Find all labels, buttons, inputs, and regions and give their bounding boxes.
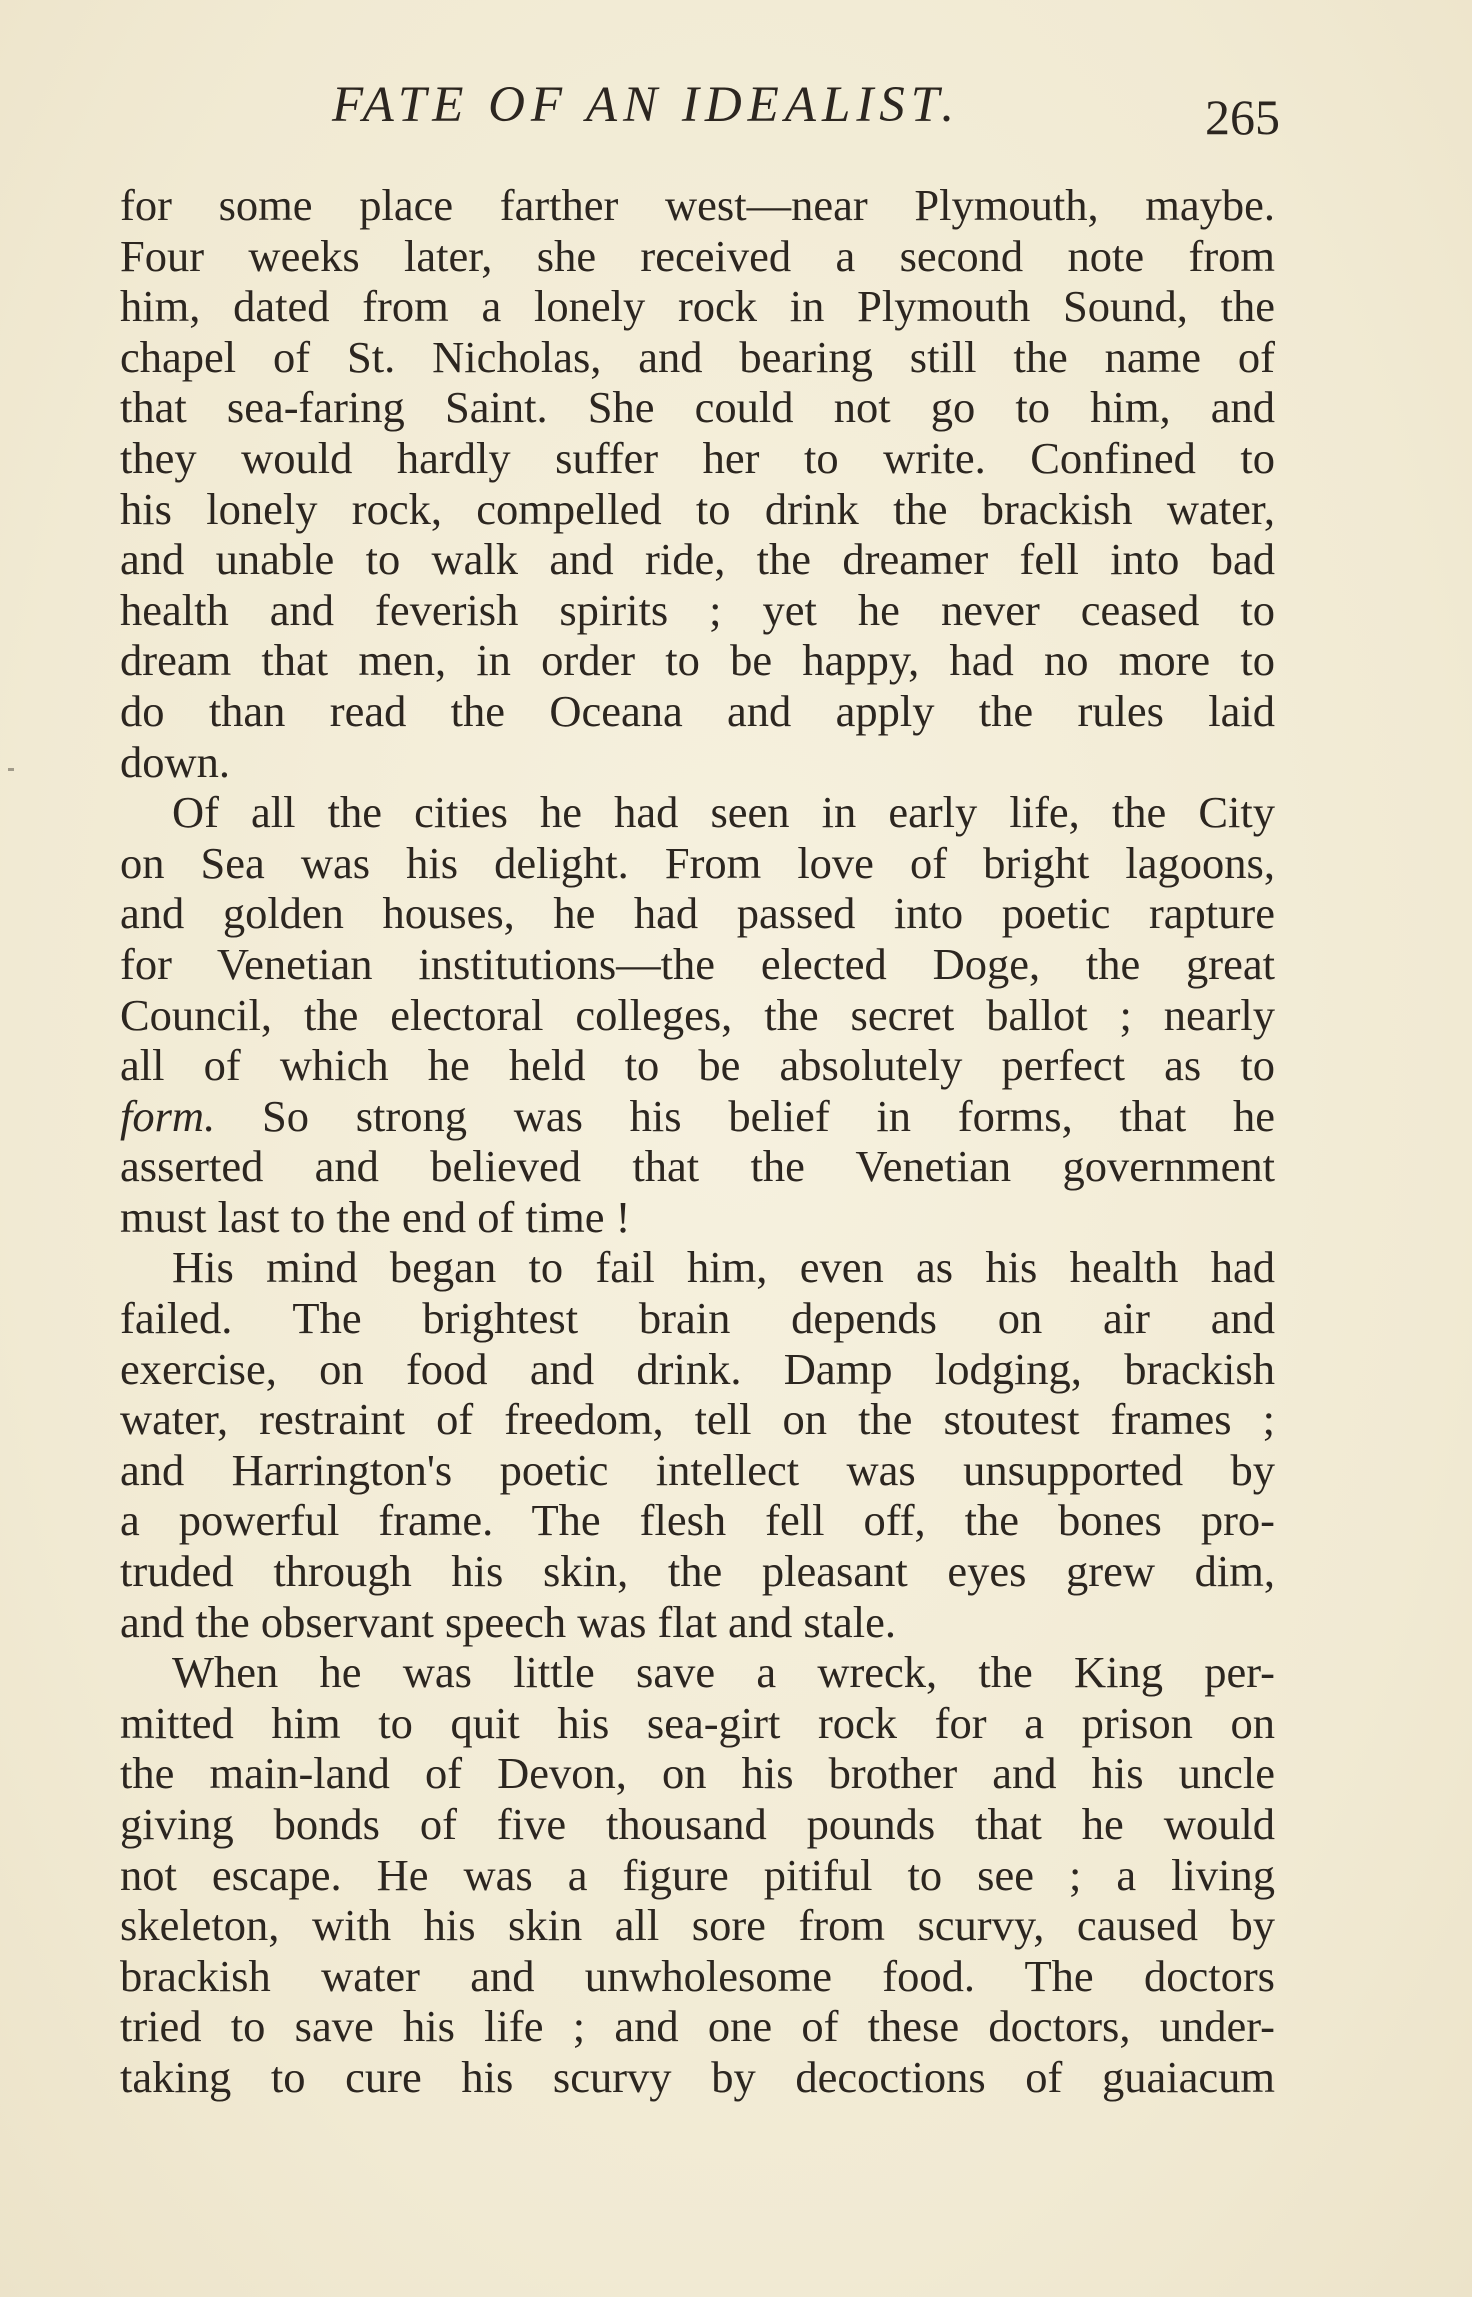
text-line: him, dated from a lonely rock in Plymouth Sound, the	[120, 281, 1275, 332]
text-line: dream that men, in order to be happy, had no more to	[120, 635, 1275, 686]
text-line: down.	[120, 736, 231, 787]
text-line: tried to save his life ; and one of these doctors, under-	[120, 2001, 1275, 2052]
text-line: When he was little save a wreck, the King per-	[172, 1647, 1275, 1698]
text-line: all of which he held to be absolutely perfect as to	[120, 1040, 1275, 1091]
text-line: failed. The brightest brain depends on air and	[120, 1293, 1275, 1344]
text-line: for Venetian institutions—the elected Doge, the great	[120, 938, 1275, 989]
running-title: FATE OF AN IDEALIST.	[332, 77, 961, 133]
page-header	[120, 68, 1280, 148]
text-line: and the observant speech was flat and stale.	[120, 1596, 896, 1647]
text-line: must last to the end of time !	[120, 1191, 631, 1242]
text-line: Four weeks later, she received a second note from	[120, 230, 1275, 281]
margin-speck	[8, 768, 14, 771]
text-line: on Sea was his delight. From love of bright lagoons,	[120, 837, 1275, 888]
page-number: 265	[1205, 89, 1280, 145]
text-line: the main-land of Devon, on his brother and his uncle	[120, 1748, 1275, 1799]
text-line: do than read the Oceana and apply the rules laid	[120, 685, 1275, 736]
text-line: brackish water and unwholesome food. The doctors	[120, 1950, 1275, 2001]
text-line: for some place farther west—near Plymouth, maybe.	[120, 180, 1275, 230]
text-line: Council, the electoral colleges, the secret ballot ; nearly	[120, 989, 1275, 1040]
text-line: chapel of St. Nicholas, and bearing still the name of	[120, 331, 1275, 382]
paragraph-3	[120, 1242, 1275, 1647]
paragraph-4	[120, 1647, 1275, 2102]
text-line: mitted him to quit his sea-girt rock for a prison on	[120, 1697, 1275, 1748]
text-line: they would hardly suffer her to write. Confined to	[120, 432, 1275, 483]
text-line: and golden houses, he had passed into poetic rapture	[120, 888, 1275, 939]
text-line: not escape. He was a figure pitiful to see ; a living	[120, 1849, 1275, 1900]
text-line: Of all the cities he had seen in early life, the City	[172, 787, 1275, 838]
text-line: asserted and believed that the Venetian government	[120, 1141, 1275, 1192]
italic-word: form.	[120, 1090, 216, 1141]
text-line-italic-start: form. So strong was his belief in forms, that he	[120, 1090, 1275, 1141]
text-line: skeleton, with his skin all sore from scurvy, caused by	[120, 1900, 1275, 1951]
text-line: taking to cure his scurvy by decoctions of guaiacum	[120, 2051, 1275, 2102]
text-line: and unable to walk and ride, the dreamer fell into bad	[120, 534, 1275, 585]
text-line: giving bonds of five thousand pounds that he would	[120, 1799, 1275, 1849]
text-line: that sea-faring Saint. She could not go to him, and	[120, 382, 1275, 433]
text-line: and Harrington's poetic intellect was unsupported by	[120, 1444, 1275, 1495]
text-line: His mind began to fail him, even as his health had	[172, 1242, 1275, 1293]
text-line: truded through his skin, the pleasant eyes grew dim,	[120, 1546, 1275, 1597]
paragraph-2	[120, 787, 1275, 1242]
body-text	[120, 180, 1275, 2103]
text-line: his lonely rock, compelled to drink the brackish water,	[120, 483, 1275, 534]
text-line: a powerful frame. The flesh fell off, the bones pro-	[120, 1495, 1275, 1546]
paragraph-1	[120, 180, 1275, 787]
text-line: exercise, on food and drink. Damp lodging, brackish	[120, 1343, 1275, 1394]
text-line: water, restraint of freedom, tell on the stoutest frames ;	[120, 1394, 1275, 1445]
text-line: health and feverish spirits ; yet he never ceased to	[120, 584, 1275, 635]
